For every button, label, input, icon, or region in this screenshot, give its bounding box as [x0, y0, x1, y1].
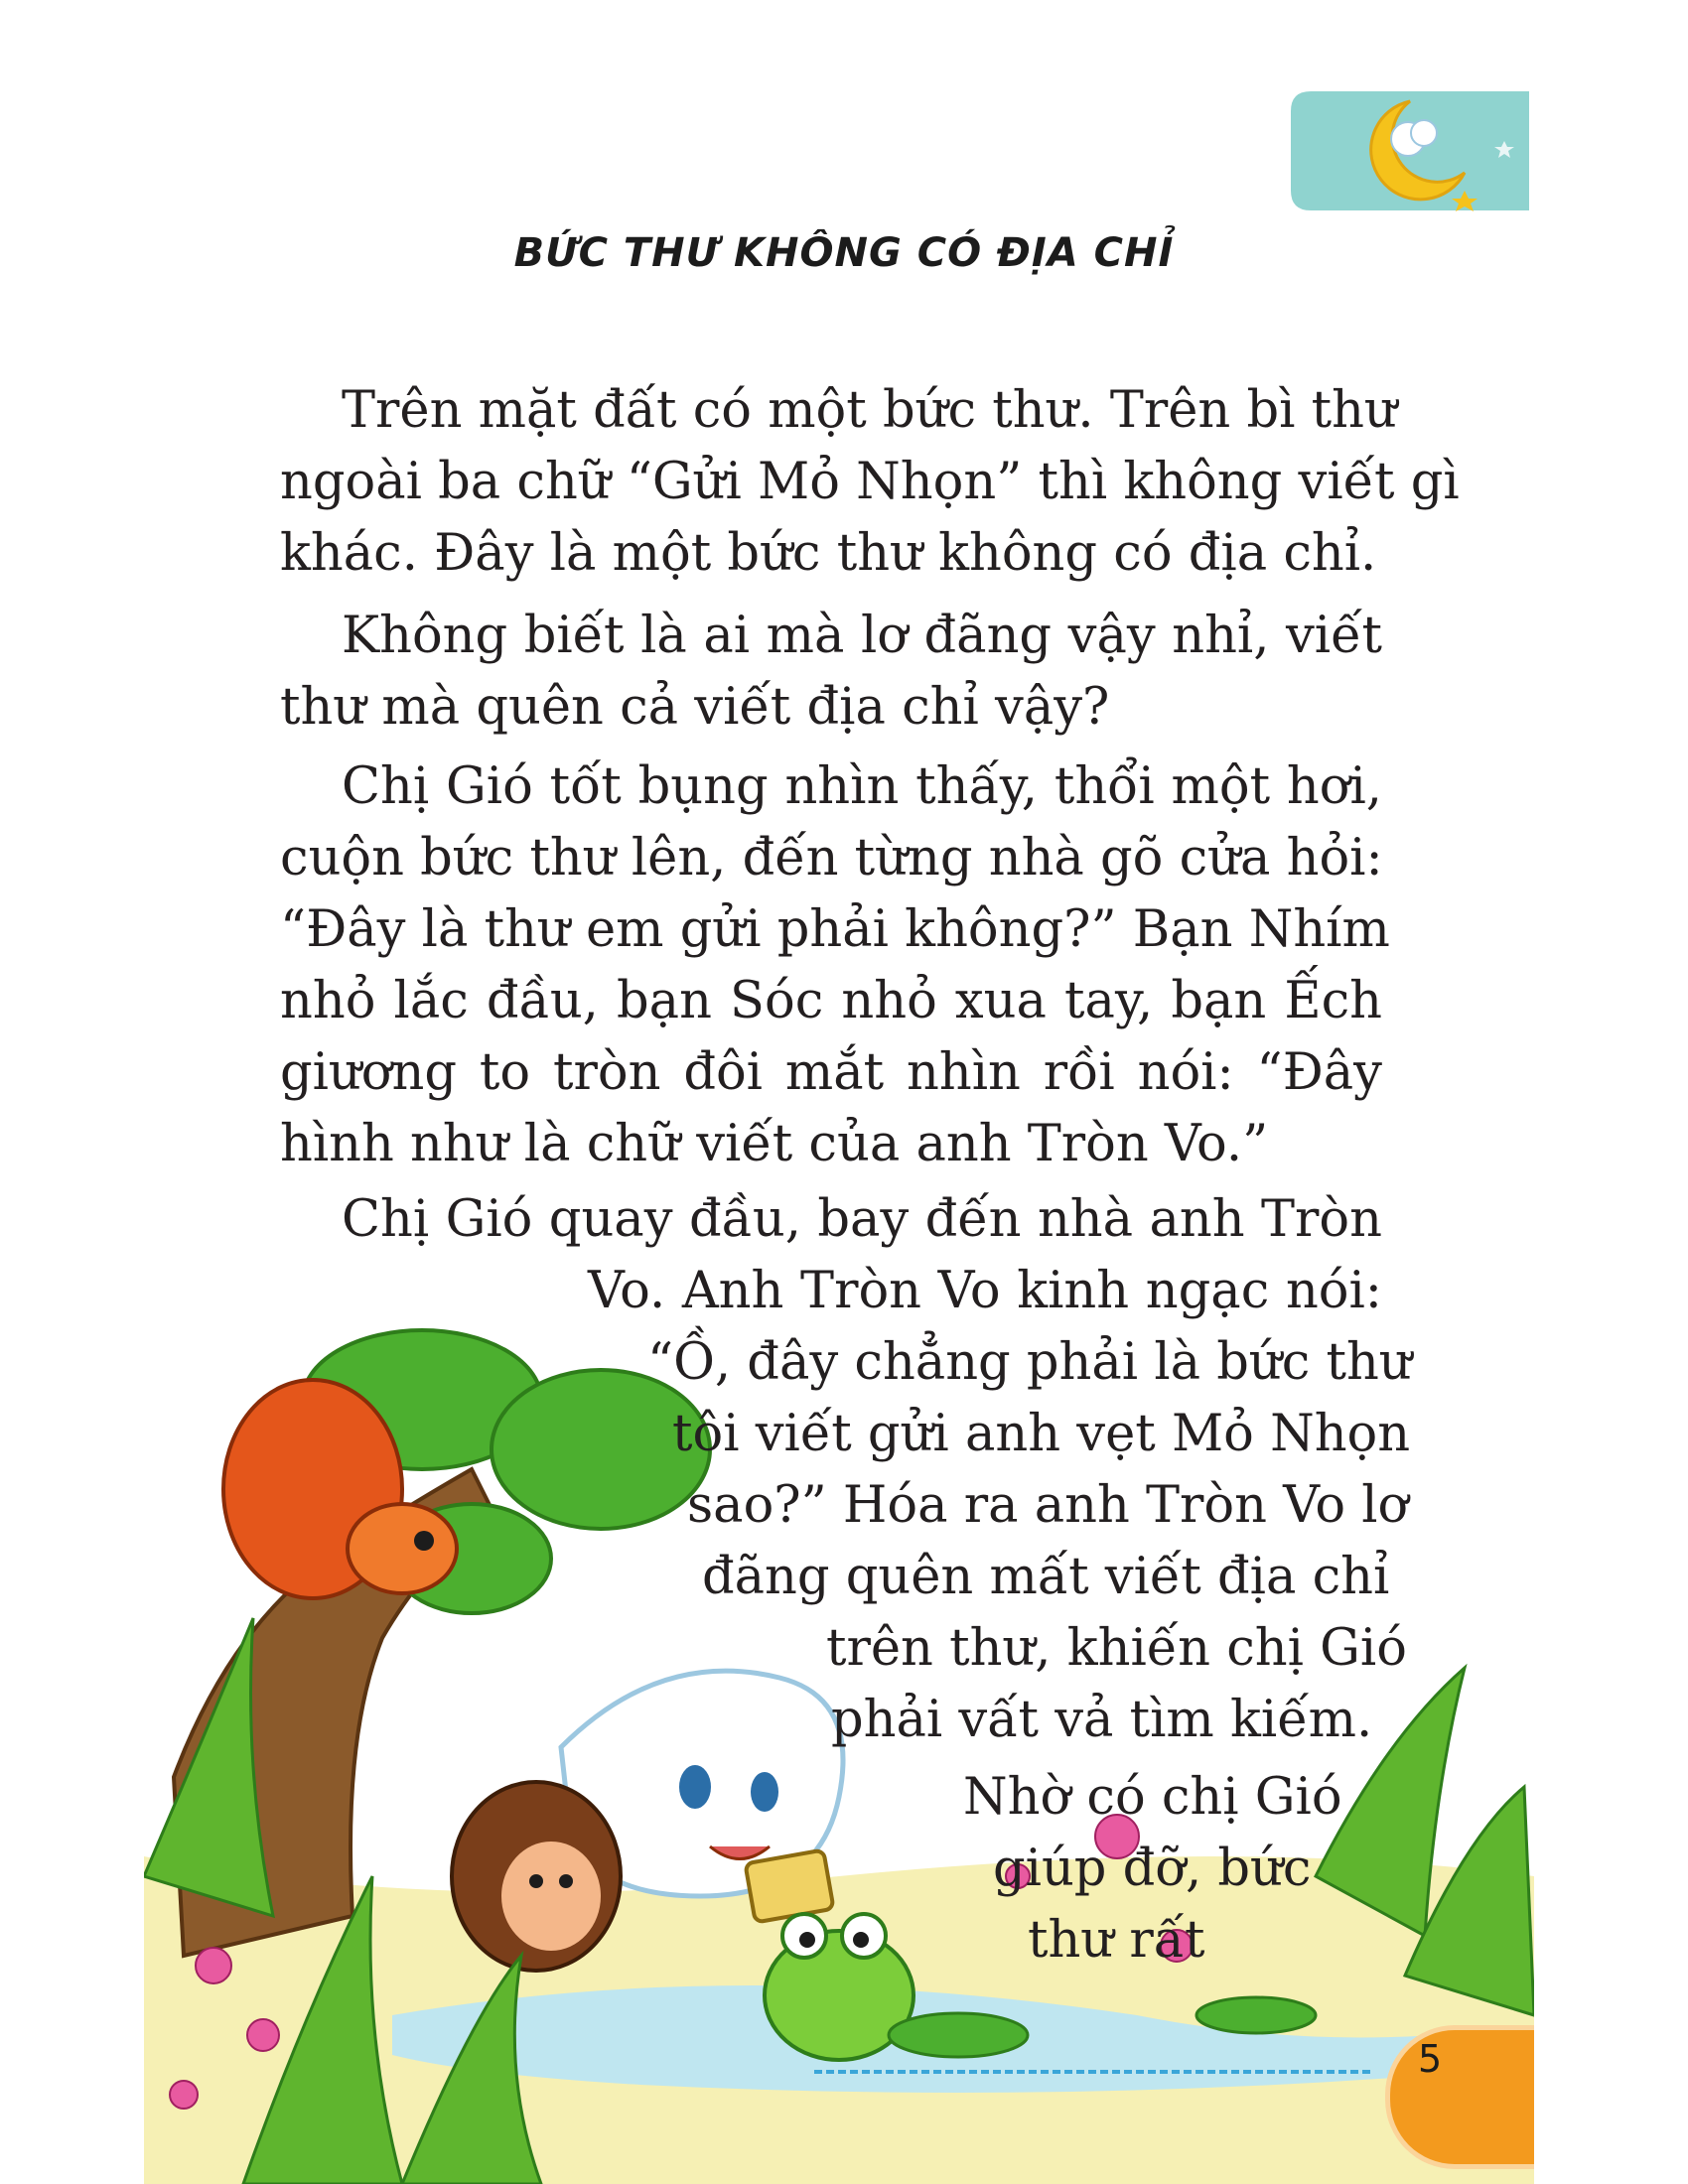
text-line: Không biết là ai mà lơ đãng vậy nhỉ, viết — [342, 607, 1382, 665]
text-line: Vo. Anh Tròn Vo kinh ngạc nói: — [588, 1262, 1382, 1320]
text-line: trên thư, khiến chị Gió — [826, 1619, 1407, 1678]
text-line: Trên mặt đất có một bức thư. Trên bì thư — [342, 381, 1397, 440]
text-line: Nhờ có chị Gió — [963, 1768, 1342, 1827]
text-line: “Ồ, đây chẳng phải là bức thư — [647, 1333, 1412, 1392]
text-line: giương to tròn đôi mắt nhìn rồi nói: “Đây — [280, 1043, 1382, 1102]
page-number: 5 — [1418, 2037, 1443, 2081]
paragraph-5 — [963, 1762, 1360, 1977]
paragraph-1 — [280, 375, 1460, 590]
paragraph-4 — [280, 1184, 1412, 1756]
hedgehog-illustration — [452, 1782, 621, 1971]
text-line: khác. Đây là một bức thư không có địa chỉ. — [280, 524, 1377, 583]
text-line: nhỏ lắc đầu, bạn Sóc nhỏ xua tay, bạn Ếch — [280, 972, 1382, 1030]
letter-envelope — [745, 1850, 833, 1923]
text-line: sao?” Hóa ra anh Tròn Vo lơ — [687, 1476, 1409, 1535]
text-line: thư mà quên cả viết địa chỉ vậy? — [280, 678, 1110, 737]
text-line: “Đây là thư em gửi phải không?” Bạn Nhím — [280, 900, 1390, 959]
text-line: đãng quên mất viết địa chỉ — [702, 1548, 1390, 1606]
page-number-tab — [1385, 2025, 1534, 2169]
text-line: Chị Gió tốt bụng nhìn thấy, thổi một hơi, — [342, 757, 1382, 816]
text-line: Chị Gió quay đầu, bay đến nhà anh Tròn — [342, 1190, 1382, 1249]
moon-tab-decoration — [1291, 81, 1529, 220]
paragraph-2 — [280, 601, 1382, 744]
story-title: BỨC THƯ KHÔNG CÓ ĐỊA CHỈ — [513, 230, 1175, 276]
paragraph-3 — [280, 751, 1390, 1180]
text-line: thư rất — [1028, 1911, 1205, 1970]
text-line: hình như là chữ viết của anh Tròn Vo.” — [280, 1115, 1269, 1173]
text-line: giúp đỡ, bức — [993, 1840, 1312, 1898]
text-line: cuộn bức thư lên, đến từng nhà gõ cửa hỏi: — [280, 829, 1383, 887]
dashed-divider — [814, 2070, 1370, 2074]
text-line: ngoài ba chữ “Gửi Mỏ Nhọn” thì không viết gì — [280, 453, 1460, 511]
text-line: tôi viết gửi anh vẹt Mỏ Nhọn — [672, 1405, 1411, 1463]
text-line: phải vất vả tìm kiếm. — [831, 1691, 1373, 1749]
